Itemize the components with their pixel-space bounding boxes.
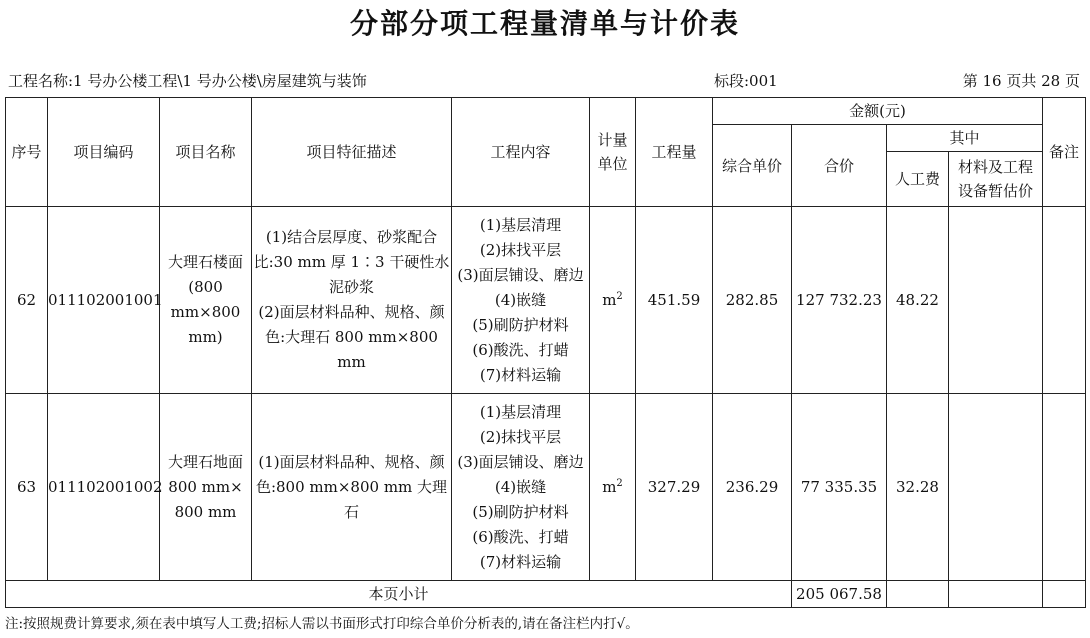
row-total: 77 335.35: [792, 394, 887, 581]
header-unit: 计量单位: [590, 98, 636, 207]
header-code: 项目编码: [48, 98, 160, 207]
bill-of-quantities-table: [5, 97, 1086, 608]
subtotal-label: 本页小计: [6, 581, 792, 608]
row-name: 大理石楼面(800 mm×800 mm): [160, 207, 252, 394]
row-code: 011102001002: [48, 394, 160, 581]
header-remark: 备注: [1043, 98, 1086, 207]
row-unit: $m^2$: [590, 394, 636, 581]
row-unit-price: 236.29: [713, 394, 792, 581]
row-qty: 451.59: [636, 207, 713, 394]
row-labor: 48.22: [887, 207, 949, 394]
row-remark: [1043, 207, 1086, 394]
header-among: 其中: [887, 125, 1043, 152]
header-features: 项目特征描述: [252, 98, 452, 207]
page-info: 第 16 页共 28 页: [962, 72, 1080, 90]
header-seq: 序号: [6, 98, 48, 207]
row-name: 大理石地面 800 mm× 800 mm: [160, 394, 252, 581]
row-work: (1)基层清理 (2)抹找平层 (3)面层铺设、磨边 (4)嵌缝 (5)刷防护材料 (6)酸洗、打蜡 (7)材料运输: [452, 207, 590, 394]
row-features: (1)结合层厚度、砂浆配合比:30 mm 厚 1∶3 干硬性水泥砂浆 (2)面层材料品种、规格、颜色:大理石 800 mm×800 mm: [252, 207, 452, 394]
document-title: 分部分项工程量清单与计价表: [349, 7, 740, 40]
subtotal-row: [6, 581, 1086, 608]
table-row: [6, 394, 1086, 581]
subtotal-value: 205 067.58: [792, 581, 887, 608]
header-name: 项目名称: [160, 98, 252, 207]
row-work: (1)基层清理 (2)抹找平层 (3)面层铺设、磨边 (4)嵌缝 (5)刷防护材料 (6)酸洗、打蜡 (7)材料运输: [452, 394, 590, 581]
row-labor: 32.28: [887, 394, 949, 581]
section-label: 标段:001: [714, 72, 778, 90]
row-remark: [1043, 394, 1086, 581]
row-seq: 62: [6, 207, 48, 394]
header-labor: 人工费: [887, 152, 949, 207]
row-unit: $m^2$: [590, 207, 636, 394]
row-material: [949, 207, 1043, 394]
header-unit-price: 综合单价: [713, 125, 792, 207]
row-material: [949, 394, 1043, 581]
header-qty: 工程量: [636, 98, 713, 207]
row-code: 011102001001: [48, 207, 160, 394]
row-features: (1)面层材料品种、规格、颜色:800 mm×800 mm 大理石: [252, 394, 452, 581]
header-material: 材料及工程设备暂估价: [949, 152, 1043, 207]
row-unit-price: 282.85: [713, 207, 792, 394]
header-amount: 金额(元): [713, 98, 1043, 125]
footnote: 注:按照规费计算要求,须在表中填写人工费;招标人需以书面形式打印综合单价分析表的,请在备注栏内打√。: [5, 616, 639, 632]
project-name: 工程名称:1 号办公楼工程\1 号办公楼\房屋建筑与装饰: [8, 72, 367, 90]
row-qty: 327.29: [636, 394, 713, 581]
row-seq: 63: [6, 394, 48, 581]
table-row: [6, 207, 1086, 394]
row-total: 127 732.23: [792, 207, 887, 394]
header-work: 工程内容: [452, 98, 590, 207]
header-total: 合价: [792, 125, 887, 207]
